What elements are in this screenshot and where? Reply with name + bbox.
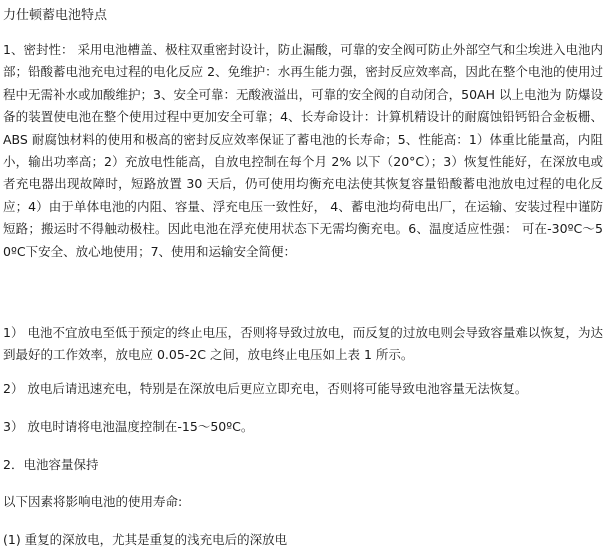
- document-title: 力仕顿蓄电池特点: [3, 8, 108, 23]
- usage-item-3: 3） 放电时请将电池温度控制在-15～50ºC。: [3, 419, 254, 434]
- usage-item-2: 2） 放电后请迅速充电，特别是在深放电后更应立即充电，否则将可能导致电池容量无法恢复。: [3, 381, 528, 396]
- features-paragraph: 1、密封性： 采用电池槽盖、极柱双重密封设计，防止漏酸，可靠的安全阀可防止外部空气和尘埃进入电池内部；铅酸蓄电池充电过程的电化反应 2、免维护：水再生能力强，密封反应效率高，因此在整个电池的使用过程中无需补水或加酸维护；3、安全可靠：无酸液溢出，可靠的安全阀的自动闭合，50AH 以上电池为 防爆设备的装置使电池在整个使用过程中更加安全可靠；4、长寿命设计：计算机精设计的耐腐蚀铅钙铅合金板栅、ABS 耐腐蚀材料的使用和极高的密封反应效率保证了蓄电池的长寿命；5、性能高：1）体重比能量高，内阻小，输出功率高；2）充放电性能高，自放电控制在每个月 2% 以下（20°C）；3）恢复性能好，在深放电或者充电器出现故障时，短路放置 30 天后，仍可使用均衡充电法使其恢复容量铅酸蓄电池放电过程的电化反应；4）由于单体电池的内阻、容量、浮充电压一致性好， 4、蓄电池均荷电出厂，在运输、安装过程中谨防短路；搬运时不得触动极柱。因此电池在浮充使用状态下无需均衡充电。6、温度适应性强： 可在-30ºC～50ºC下安全、放心地使用；7、使用和运输安全简便：: [3, 42, 603, 259]
- factors-intro: 以下因素将影响电池的使用寿命:: [3, 494, 183, 509]
- factor-item-1: (1) 重复的深放电，尤其是重复的浅充电后的深放电: [3, 532, 288, 547]
- section-heading-capacity: 2．电池容量保持: [3, 457, 99, 472]
- usage-item-1: 1） 电池不宜放电至低于预定的终止电压，否则将导致过放电，而反复的过放电则会导致容量难以恢复，为达到最好的工作效率，放电应 0.05-2C 之间，放电终止电压如上表 1 所示。: [3, 325, 603, 363]
